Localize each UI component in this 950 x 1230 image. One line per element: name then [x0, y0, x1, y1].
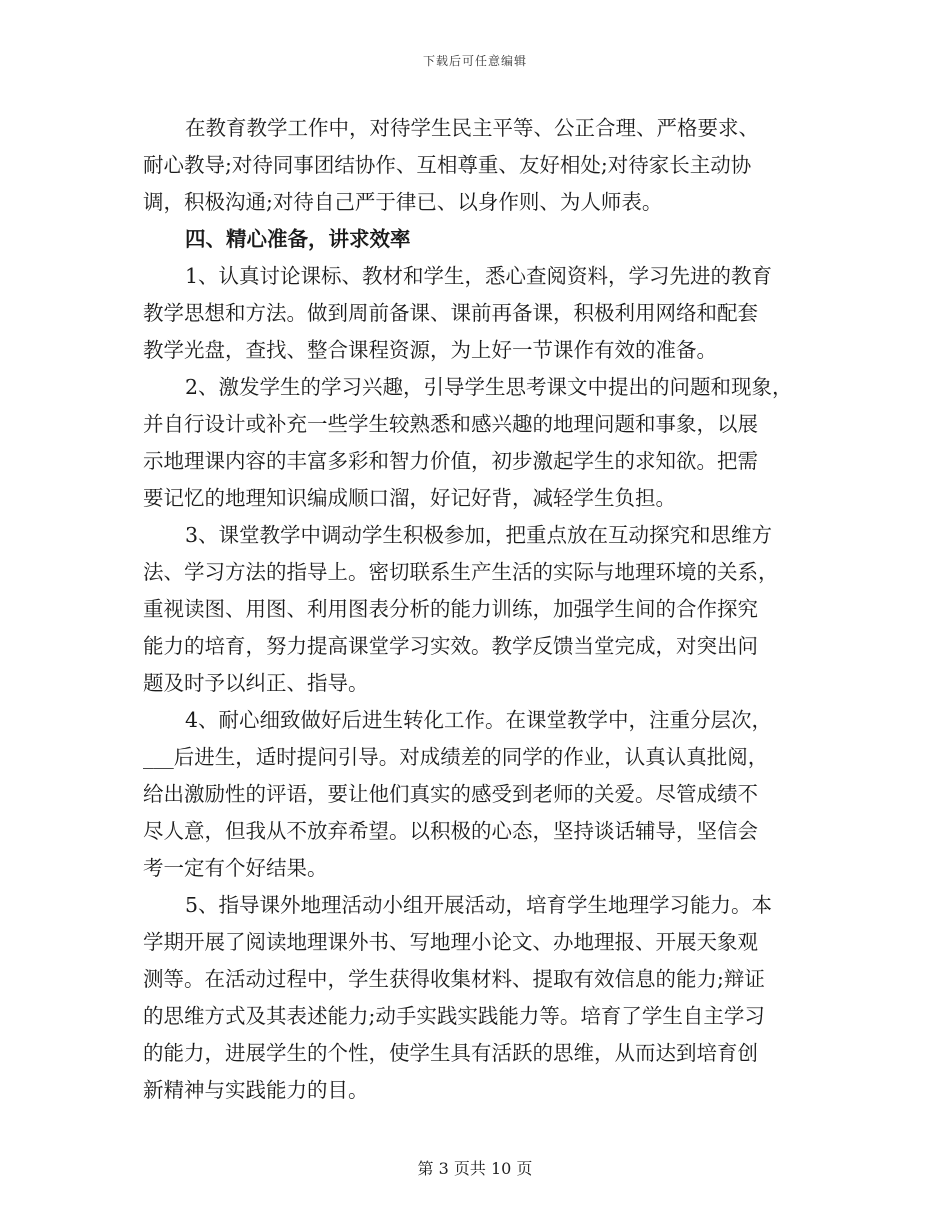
- page-footer: 第 3 页共 10 页: [417, 1159, 533, 1178]
- text-line: 2、激发学生的学习兴趣，引导学生思考课文中提出的问题和现象，: [185, 375, 793, 399]
- text-line: 测等。在活动过程中，学生获得收集材料、提取有效信息的能力;辩证: [143, 967, 765, 991]
- text-line: 重视读图、用图、利用图表分析的能力训练，加强学生间的合作探究: [143, 597, 758, 621]
- text-line: 要记忆的地理知识编成顺口溜，好记好背，减轻学生负担。: [143, 486, 676, 510]
- text-line: 耐心教导;对待同事团结协作、互相尊重、友好相处;对待家长主动协: [143, 153, 752, 177]
- text-line: 给出激励性的评语，要让他们真实的感受到老师的关爱。尽管成绩不: [143, 782, 758, 806]
- text-line: 能力的培育，努力提高课堂学习实效。教学反馈当堂完成，对突出问: [143, 634, 758, 658]
- text-line: 3、课堂教学中调动学生积极参加，把重点放在互动探究和思维方: [185, 523, 773, 547]
- text-line: 教学光盘，查找、整合课程资源，为上好一节课作有效的准备。: [143, 338, 717, 362]
- text-line: 1、认真讨论课标、教材和学生，悉心查阅资料，学习先进的教育: [185, 264, 773, 288]
- text-line: 教学思想和方法。做到周前备课、课前再备课，积极利用网络和配套: [143, 301, 758, 325]
- text-line: 考一定有个好结果。: [143, 856, 328, 880]
- text-line: 新精神与实践能力的目。: [143, 1078, 369, 1102]
- section-heading: 四、精心准备，讲求效率: [185, 227, 411, 251]
- text-line: 在教育教学工作中，对待学生民主平等、公正合理、严格要求、: [185, 116, 759, 140]
- document-body: [143, 110, 815, 1109]
- text-line: 学期开展了阅读地理课外书、写地理小论文、办地理报、开展天象观: [143, 930, 758, 954]
- text-line: 尽人意，但我从不放弃希望。以积极的心态，坚持谈话辅导，坚信会: [143, 819, 758, 843]
- text-line: 法、学习方法的指导上。密切联系生产生活的实际与地理环境的关系，: [143, 560, 779, 584]
- text-line: 调，积极沟通;对待自己严于律已、以身作则、为人师表。: [143, 190, 663, 214]
- text-line: 并自行设计或补充一些学生较熟悉和感兴趣的地理问题和事象，以展: [143, 412, 758, 436]
- text-line: 的思维方式及其表述能力;动手实践实践能力等。培育了学生自主学习: [143, 1004, 765, 1028]
- text-line: 4、耐心细致做好后进生转化工作。在课堂教学中，注重分层次，: [185, 708, 773, 732]
- text-line: 的能力，进展学生的个性，使学生具有活跃的思维，从而达到培育创: [143, 1041, 758, 1065]
- text-line: 5、指导课外地理活动小组开展活动，培育学生地理学习能力。本: [185, 893, 773, 917]
- page-header: 下载后可任意编辑: [422, 54, 527, 68]
- text-line: ___后进生，适时提问引导。对成绩差的同学的作业，认真认真批阅，: [143, 745, 769, 769]
- text-line: 题及时予以纠正、指导。: [143, 671, 369, 695]
- text-line: 示地理课内容的丰富多彩和智力价值，初步激起学生的求知欲。把需: [143, 449, 758, 473]
